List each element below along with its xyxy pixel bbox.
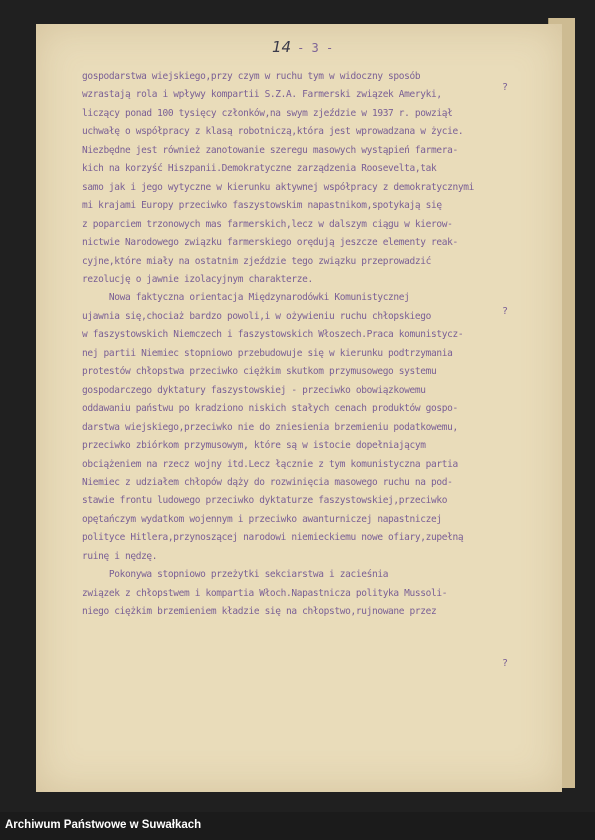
text-line: Nowa faktyczna orientacja Międzynarodówki Komunistycznej [82,292,410,304]
text-line: polityce Hitlera,przynoszącej narodowi niemieckiemu nowe ofiary,zupełną [82,532,464,544]
archive-footer [0,812,595,840]
text-line: ujawnia się,chociaż bardzo powoli,i w ożywieniu ruchu chłopskiego [82,310,432,322]
text-line: z poparciem trzonowych mas farmerskich,lecz w dalszym ciągu w kierow- [82,218,453,230]
typed-page-number: - 3 - [297,41,334,55]
text-line: uchwałę o współpracy z klasą robotniczą,która jest wprowadzana w życie. [82,126,464,138]
text-line: związek z chłopstwem i kompartia Włoch.Napastnicza polityka Mussoli- [82,587,448,599]
paragraph-2 [82,289,560,566]
text-line: liczący ponad 100 tysięcy członków,na swym zjeździe w 1937 r. powziął [82,107,453,119]
text-line: przeciwko zbiórkom przymusowym, które są w istocie dopełniającym [82,440,426,452]
text-line: w faszystowskich Niemczech i faszystowskich Włoszech.Praca komunistycz- [82,329,464,341]
text-line: nej partii Niemiec stopniowo przebudowuje się w kierunku podtrzymania [82,347,453,359]
text-line: mi krajami Europy przeciwko faszystowskim napastnikom,spotykają się [82,200,442,212]
text-line: obciążeniem na rzecz wojny itd.Lecz łącznie z tym komunistyczna partia [82,458,458,470]
text-line: Niemiec z udziałem chłopów dąży do rozwinięcia masowego ruchu na pod- [82,476,453,488]
document-page [36,24,562,792]
text-line: nictwie Narodowego związku farmerskiego orędują jeszcze elementy reak- [82,237,458,249]
text-line: protestów chłopstwa przeciwko ciężkim skutkom przymusowego systemu [82,366,437,378]
text-line: opętańczym wydatkom wojennym i przeciwko awanturniczej napastniczej [82,513,442,525]
text-line: gospodarstwa wiejskiego,przy czym w ruchu tym w widoczny sposób [82,71,421,82]
text-line: rezolucję o jawnie izolacyjnym charakterze. [82,273,313,285]
text-line: cyjne,które miały na ostatnim zjeździe tego związku przeprowadzić [82,255,432,267]
text-line: Pokonywa stopniowo przeżytki sekciarstwa i zacieśnia [82,569,389,581]
text-line: samo jak i jego wytyczne w kierunku aktywnej współpracy z demokratycznymi [82,181,474,193]
text-line: darstwa wiejskiego,przeciwko nie do zniesienia brzemieniu podatkowemu, [82,421,458,433]
handwritten-page-number: 14 [272,38,292,56]
page-number [272,38,362,60]
text-line: wzrastają rola i wpływy kompartii S.Z.A. Farmerski związek Ameryki, [82,89,442,101]
text-line: stawie frontu ludowego przeciwko dyktaturze faszystowskiej,przeciwko [82,495,448,507]
text-line: ruinę i nędzę. [82,550,158,562]
paragraph-1 [82,68,560,289]
typewritten-text [82,68,560,622]
text-line: kich na korzyść Hiszpanii.Demokratyczne zarządzenia Roosevelta,tak [82,163,437,175]
archive-name: Archiwum Państwowe w Suwałkach [5,819,202,831]
margin-mark: ? [502,82,509,93]
text-line: gospodarczego dyktatury faszystowskiej - przeciwko obowiązkowemu [82,384,426,396]
text-line: oddawaniu państwu po kradziono niskich stałych cenach produktów gospo- [82,403,458,415]
paragraph-3 [82,566,560,621]
text-line: niego ciężkim brzemieniem kładzie się na chłopstwo,rujnowane przez [82,606,437,618]
margin-mark: ? [502,658,509,669]
margin-mark: ? [502,306,509,317]
text-line: Niezbędne jest również zanotowanie szeregu masowych wystąpień farmera- [82,144,458,156]
